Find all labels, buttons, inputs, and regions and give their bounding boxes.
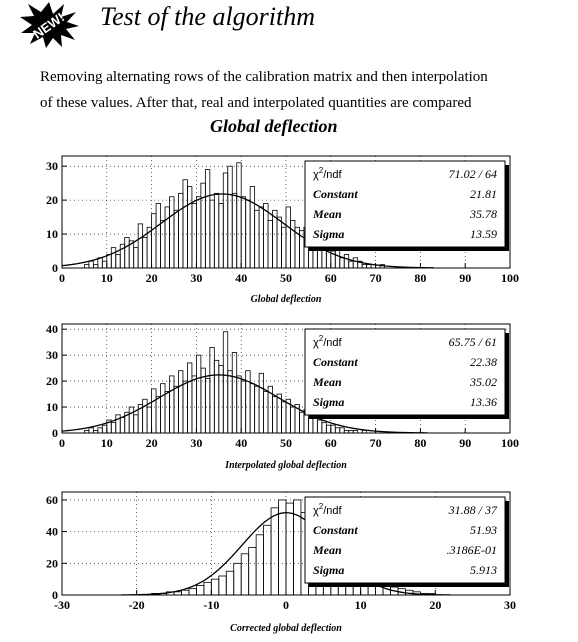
x-tick-label: 40 <box>235 271 248 285</box>
stats-chi2-label: $\chi^2$/ndf <box>313 166 342 181</box>
stats-chi2-value: 71.02 / 64 <box>448 167 497 181</box>
histogram-svg <box>0 318 578 480</box>
x-tick-label: 30 <box>190 436 203 450</box>
x-tick-label: 20 <box>145 436 158 450</box>
y-tick-label: 0 <box>52 261 58 275</box>
new-starburst-badge-icon <box>18 0 80 48</box>
stats-label: Sigma <box>313 227 345 241</box>
x-tick-label: 20 <box>429 598 442 612</box>
y-tick-label: 10 <box>46 400 58 415</box>
histogram-panel-interpolated-global-deflection <box>0 318 578 480</box>
x-tick-label: 80 <box>414 436 427 450</box>
stats-label: Sigma <box>313 395 345 409</box>
stats-chi2-label: $\chi^2$/ndf <box>313 334 342 349</box>
x-axis-caption: Global deflection <box>250 294 322 305</box>
histogram-svg <box>0 486 578 642</box>
x-tick-label: 100 <box>501 436 519 450</box>
y-tick-label: 40 <box>46 524 58 539</box>
y-tick-label: 60 <box>46 492 58 507</box>
x-tick-label: 10 <box>100 436 113 450</box>
y-tick-label: 40 <box>46 322 58 337</box>
page-title: Test of the algorithm <box>100 2 316 31</box>
x-tick-label: 10 <box>354 598 367 612</box>
x-tick-label: 100 <box>501 271 519 285</box>
x-tick-label: 90 <box>459 436 472 450</box>
stats-value: 35.02 <box>470 375 497 389</box>
x-tick-label: 60 <box>324 436 337 450</box>
x-tick-label: -20 <box>128 598 145 612</box>
badge-text: NEW! <box>30 9 68 42</box>
stats-label: Constant <box>313 187 358 201</box>
section-title: Global deflection <box>210 116 338 136</box>
stats-label: Constant <box>313 523 358 537</box>
x-tick-label: -30 <box>54 598 70 612</box>
stats-value: 13.59 <box>470 227 497 241</box>
x-tick-label: 70 <box>369 271 382 285</box>
x-axis-caption: Interpolated global deflection <box>225 460 347 471</box>
x-tick-label: 10 <box>100 271 113 285</box>
y-tick-label: 30 <box>46 159 58 174</box>
y-tick-label: 0 <box>52 426 58 440</box>
y-tick-label: 20 <box>46 374 58 389</box>
x-tick-label: 30 <box>504 598 516 612</box>
x-tick-label: 20 <box>145 271 158 285</box>
stats-chi2-value: 65.75 / 61 <box>448 335 497 349</box>
histogram-svg <box>0 150 578 315</box>
stats-label: Mean <box>313 375 342 389</box>
description <box>40 64 570 116</box>
stats-label: Mean <box>313 543 342 557</box>
x-tick-label: 0 <box>59 271 65 285</box>
y-tick-label: 0 <box>52 588 58 602</box>
description-line-2: of these values. After that, real and interpolated quantities are compared <box>40 95 472 111</box>
x-tick-label: 90 <box>459 271 472 285</box>
x-tick-label: 30 <box>190 271 203 285</box>
stats-value: 13.36 <box>470 395 497 409</box>
x-tick-label: 60 <box>324 271 337 285</box>
x-tick-label: 50 <box>280 271 292 285</box>
histogram-panel-corrected-global-deflection <box>0 486 578 642</box>
x-axis-caption: Corrected global deflection <box>230 623 342 634</box>
stats-value: 21.81 <box>470 187 497 201</box>
y-tick-label: 20 <box>46 556 58 571</box>
x-tick-label: 80 <box>414 271 427 285</box>
stats-value: 22.38 <box>470 355 497 369</box>
x-tick-label: 50 <box>280 436 292 450</box>
y-tick-label: 30 <box>46 348 58 363</box>
description-line-1: Removing alternating rows of the calibration matrix and then interpolation <box>40 69 488 85</box>
stats-value: .3186E-01 <box>446 543 497 557</box>
x-tick-label: 40 <box>235 436 248 450</box>
stats-label: Mean <box>313 207 342 221</box>
stats-chi2-value: 31.88 / 37 <box>448 503 497 517</box>
y-tick-label: 10 <box>46 227 58 242</box>
header <box>0 0 578 140</box>
stats-value: 5.913 <box>470 563 497 577</box>
x-tick-label: 0 <box>59 436 65 450</box>
stats-label: Constant <box>313 355 358 369</box>
stats-value: 51.93 <box>470 523 497 537</box>
x-tick-label: 0 <box>283 598 289 612</box>
stats-chi2-label: $\chi^2$/ndf <box>313 502 342 517</box>
x-tick-label: -10 <box>203 598 220 612</box>
x-tick-label: 70 <box>369 436 382 450</box>
y-tick-label: 20 <box>46 193 58 208</box>
stats-label: Sigma <box>313 563 345 577</box>
histogram-panel-global-deflection <box>0 150 578 315</box>
stats-value: 35.78 <box>470 207 497 221</box>
